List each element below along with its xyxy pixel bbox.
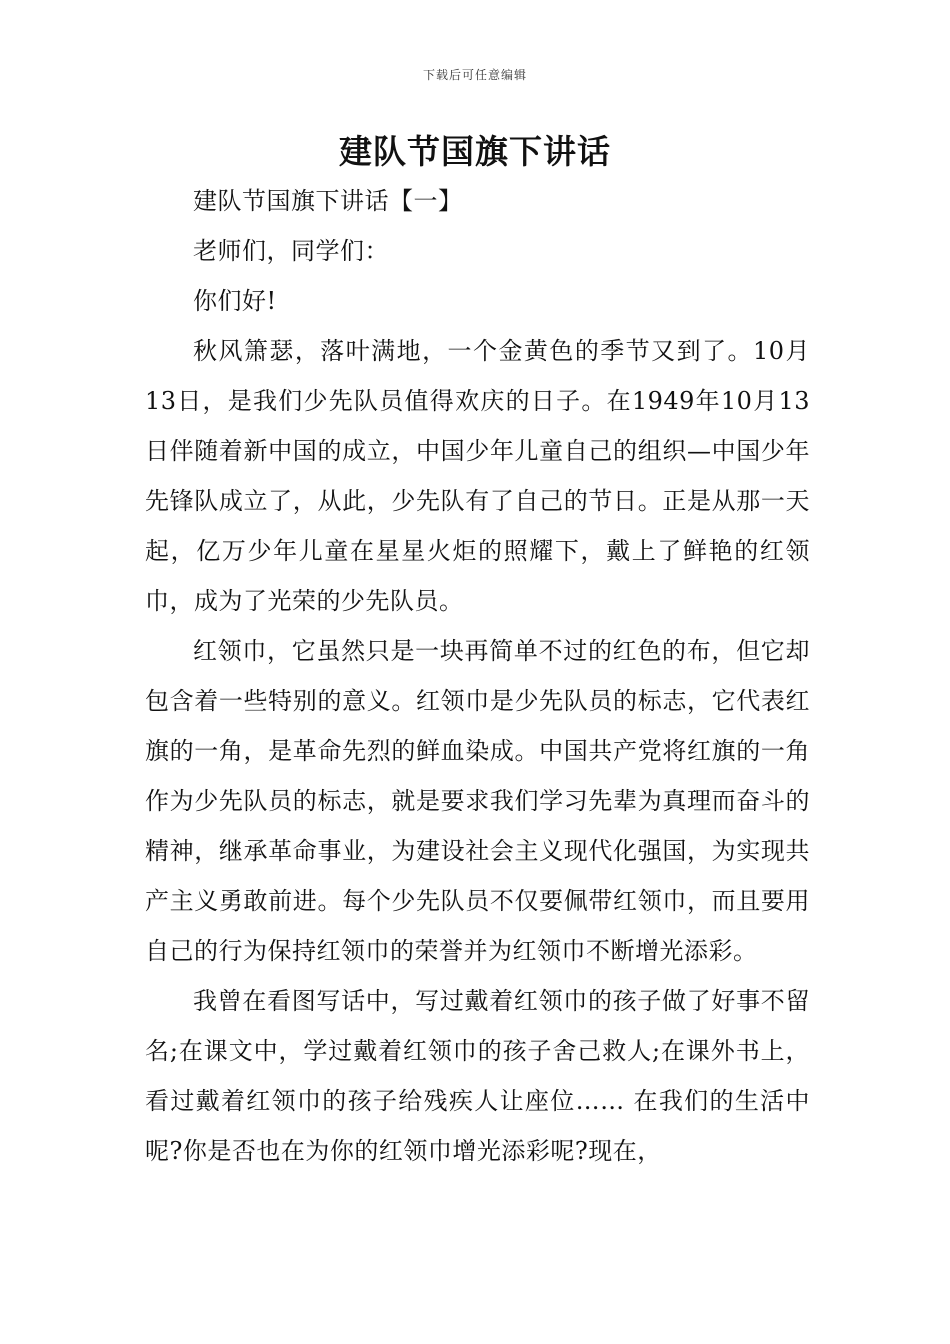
section-heading: 建队节国旗下讲话【一】 (193, 187, 463, 215)
document-body (145, 176, 810, 1176)
salutation: 老师们，同学们： (193, 237, 389, 265)
document-title: 建队节国旗下讲话 (339, 132, 611, 171)
body-paragraph: 我曾在看图写话中，写过戴着红领巾的孩子做了好事不留名;在课文中，学过戴着红领巾的孩子舍己救人;在课外书上，看过戴着红领巾的孩子给残疾人让座位…… 在我们的生活中呢?你是否也在为你的红领巾增光添彩呢?现在， (145, 987, 810, 1165)
page-header-note: 下载后可任意编辑 (422, 68, 527, 82)
body-paragraph: 红领巾，它虽然只是一块再简单不过的红色的布，但它却包含着一些特别的意义。红领巾是少先队员的标志，它代表红旗的一角，是革命先烈的鲜血染成。中国共产党将红旗的一角作为少先队员的标志，就是要求我们学习先辈为真理而奋斗的精神，继承革命事业，为建设社会主义现代化强国，为实现共产主义勇敢前进。每个少先队员不仅要佩带红领巾，而且要用自己的行为保持红领巾的荣誉并为红领巾不断增光添彩。 (145, 637, 810, 965)
body-paragraph: 秋风箫瑟，落叶满地，一个金黄色的季节又到了。10月13日，是我们少先队员值得欢庆的日子。在1949年10月13日伴随着新中国的成立，中国少年儿童自己的组织—中国少年先锋队成立了，从此，少先队有了自己的节日。正是从那一天起，亿万少年儿童在星星火炬的照耀下，戴上了鲜艳的红领巾，成为了光荣的少先队员。 (145, 337, 810, 615)
greeting: 你们好! (193, 287, 277, 315)
